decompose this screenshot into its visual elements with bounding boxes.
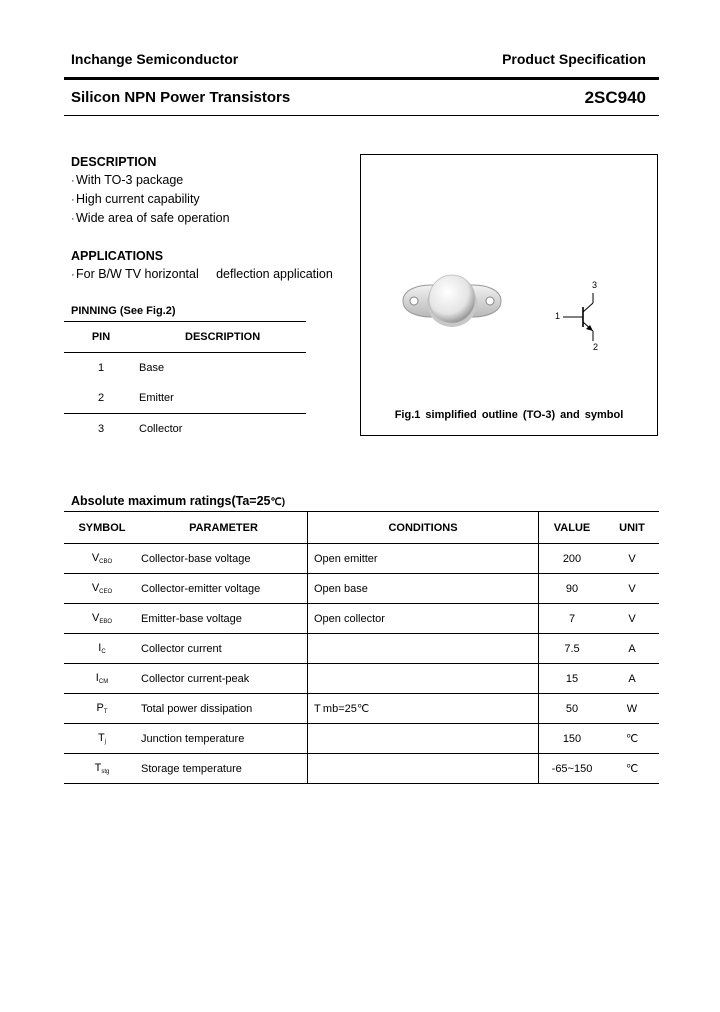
pin-number: 3 <box>64 414 138 445</box>
value-cell: 7 <box>539 604 606 634</box>
ratings-table <box>64 511 659 784</box>
conditions-cell <box>308 754 539 784</box>
conditions-cell <box>308 664 539 694</box>
value-cell: 150 <box>539 724 606 754</box>
unit-cell: A <box>605 664 659 694</box>
value-cell: 200 <box>539 544 606 574</box>
table-row <box>64 754 659 784</box>
symbol-cell: $V_{EBO}$ <box>64 604 140 634</box>
symbol-cell: $I_{CM}$ <box>64 664 140 694</box>
table-row <box>64 604 659 634</box>
table-row <box>64 664 659 694</box>
parameter-cell: Collector current <box>140 634 308 664</box>
parameter-header: PARAMETER <box>140 512 308 544</box>
parameter-cell: Total power dissipation <box>140 694 308 724</box>
value-cell: 50 <box>539 694 606 724</box>
pin-description-header: DESCRIPTION <box>138 322 306 353</box>
header-rule-top <box>64 77 659 80</box>
symbol-pin-base-label: 1 <box>555 311 561 321</box>
value-cell: 90 <box>539 574 606 604</box>
ratings-title: Absolute maximum ratings(Ta=25℃) <box>71 494 286 508</box>
table-row <box>64 724 659 754</box>
ratings-body <box>64 544 659 784</box>
figure-caption: Fig.1 simplified outline (TO-3) and symbol <box>394 409 624 421</box>
applications-title: APPLICATIONS <box>71 249 164 263</box>
symbol-pin-collector-label: 3 <box>592 280 598 290</box>
unit-cell: ℃ <box>605 724 659 754</box>
to3-package-image <box>397 267 507 337</box>
symbol-cell: $T_{stg}$ <box>64 754 140 784</box>
value-header: VALUE <box>539 512 606 544</box>
parameter-cell: Emitter-base voltage <box>140 604 308 634</box>
value-cell: 7.5 <box>539 634 606 664</box>
parameter-cell: Storage temperature <box>140 754 308 784</box>
symbol-cell: $V_{CBO}$ <box>64 544 140 574</box>
pin-number: 2 <box>97 392 105 404</box>
list-item: ·High current capability <box>71 192 200 206</box>
value-cell: -65~150 <box>539 754 606 784</box>
conditions-cell: T mb=25℃ <box>308 694 539 724</box>
conditions-cell: Open collector <box>308 604 539 634</box>
parameter-cell: Collector current-peak <box>140 664 308 694</box>
pinning-table <box>64 321 306 444</box>
list-item: ·Wide area of safe operation <box>71 211 230 225</box>
unit-cell: V <box>605 604 659 634</box>
description-list <box>71 173 230 230</box>
pinning-title: PINNING (See Fig.2) <box>71 305 176 317</box>
company-name: Inchange Semiconductor <box>71 51 239 67</box>
pin-description: Collector <box>138 414 306 445</box>
unit-cell: A <box>605 634 659 664</box>
parameter-cell: Collector-emitter voltage <box>140 574 308 604</box>
pin-description: Base <box>139 362 165 374</box>
part-number: 2SC940 <box>584 88 646 107</box>
unit-header: UNIT <box>605 512 659 544</box>
document-type: Product Specification <box>502 51 646 67</box>
symbol-cell: $I_C$ <box>64 634 140 664</box>
value-cell: 15 <box>539 664 606 694</box>
unit-cell: ℃ <box>605 754 659 784</box>
symbol-cell: $P_T$ <box>64 694 140 724</box>
table-row <box>64 634 659 664</box>
table-row <box>64 694 659 724</box>
symbol-cell: $V_{CEO}$ <box>64 574 140 604</box>
symbol-header: SYMBOL <box>64 512 140 544</box>
conditions-cell <box>308 724 539 754</box>
product-line: Silicon NPN Power Transistors <box>71 89 291 106</box>
conditions-cell: Open base <box>308 574 539 604</box>
symbol-pin-emitter-label: 2 <box>593 342 599 352</box>
unit-cell: W <box>605 694 659 724</box>
list-item: ·With TO-3 package <box>71 173 184 187</box>
conditions-header: CONDITIONS <box>308 512 539 544</box>
table-row <box>64 383 306 414</box>
conditions-cell <box>308 634 539 664</box>
parameter-cell: Junction temperature <box>140 724 308 754</box>
figure-box <box>360 154 658 436</box>
table-row <box>64 544 659 574</box>
pin-number: 1 <box>97 362 105 374</box>
table-row <box>64 574 659 604</box>
pin-description: Emitter <box>139 392 174 404</box>
pin-header: PIN <box>64 322 138 353</box>
conditions-cell: Open emitter <box>308 544 539 574</box>
parameter-cell: Collector-base voltage <box>140 544 308 574</box>
header-rule-bottom <box>64 115 659 116</box>
table-row <box>64 414 306 445</box>
unit-cell: V <box>605 544 659 574</box>
list-item: ·For B/W TV horizontal deflection application <box>71 267 333 281</box>
table-row <box>64 353 306 384</box>
description-title: DESCRIPTION <box>71 155 157 169</box>
unit-cell: V <box>605 574 659 604</box>
symbol-cell: $T_j$ <box>64 724 140 754</box>
